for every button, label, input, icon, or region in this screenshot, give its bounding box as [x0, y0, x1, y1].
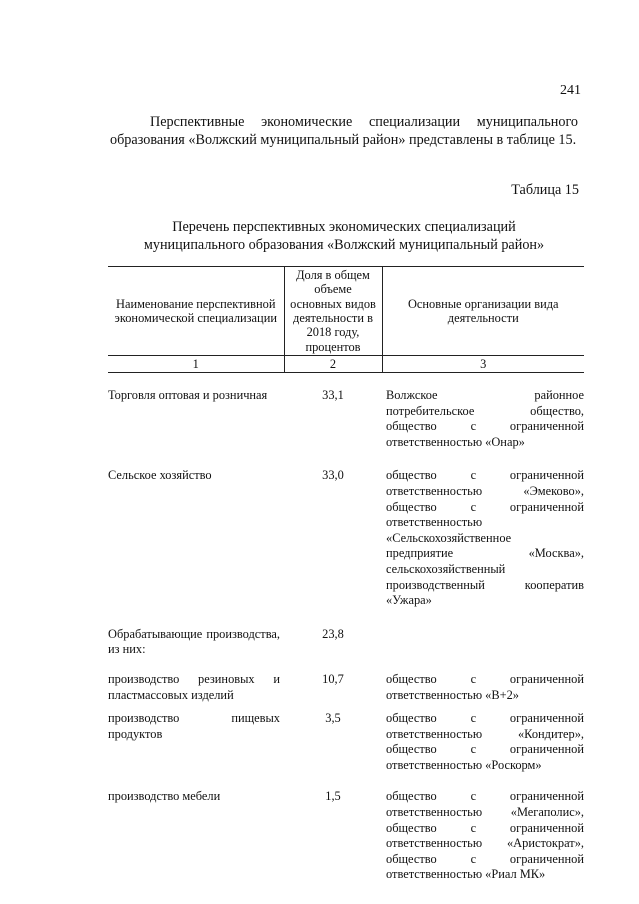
share-value: 3,5: [325, 711, 341, 726]
column-number-1: 1: [108, 356, 284, 373]
table-row: [108, 773, 584, 883]
organization-line: сельскохозяйственный: [386, 561, 506, 576]
specialization-name: производство мебели: [108, 789, 221, 804]
organizations-list: [382, 609, 584, 658]
organizations-list: [382, 703, 584, 773]
organization-line: общество с ограниченной: [386, 499, 584, 514]
organizations-list: [382, 450, 584, 608]
organization-line: ответственностью «Риал МК»: [386, 867, 546, 882]
share-value: 33,1: [322, 388, 344, 402]
column-number-2: 2: [284, 356, 382, 373]
table-row: [108, 658, 584, 703]
organization-line: общество с ограниченной: [386, 711, 584, 726]
header-organizations: Основные организации вида деятельности: [382, 267, 584, 356]
column-number-3: 3: [382, 356, 584, 373]
organizations-list: [382, 373, 584, 451]
specialization-name: Торговля оптовая и розничная: [108, 388, 268, 402]
table-row: [108, 373, 584, 451]
organization-line: общество с ограниченной: [386, 851, 584, 866]
organization-line: ответственностью «Аристократ»,: [386, 836, 584, 851]
specialization-name: производство резиновых и пластмассовых изделий: [108, 671, 280, 702]
specializations-table: [108, 266, 584, 883]
specialization-name: Сельское хозяйство: [108, 468, 212, 483]
organization-line: предприятие «Москва»,: [386, 546, 584, 561]
organization-line: общество с ограниченной: [386, 671, 584, 686]
table-row: [108, 450, 584, 608]
organization-line: ответственностью «Эмеково»,: [386, 483, 584, 498]
organization-line: ответственностью «В+2»: [386, 687, 520, 702]
organization-line: потребительское общество,: [386, 403, 584, 418]
organization-line: общество с ограниченной: [386, 820, 584, 835]
organization-line: общество с ограниченной: [386, 419, 584, 434]
organization-line: ответственностью: [386, 515, 483, 530]
share-value: 23,8: [322, 626, 344, 641]
table-body: [108, 373, 584, 884]
organization-line: «Ужара»: [386, 593, 432, 608]
table-row: [108, 703, 584, 773]
organization-line: производственный кооператив: [386, 577, 584, 592]
organization-line: ответственностью «Онар»: [386, 434, 525, 449]
specialization-name: производство пищевых продуктов: [108, 711, 280, 741]
share-value: 1,5: [325, 789, 341, 804]
table-title-line-1: Перечень перспективных экономических специализаций: [172, 219, 516, 235]
organizations-list: [382, 773, 584, 883]
share-value: 10,7: [322, 671, 344, 686]
organization-line: ответственностью «Роскорм»: [386, 757, 542, 772]
organization-line: общество с ограниченной: [386, 789, 584, 804]
header-specialization: Наименование перспективной экономической специализации: [108, 267, 284, 356]
organizations-list: [382, 658, 584, 703]
column-number-row: [108, 356, 584, 373]
organization-line: ответственностью «Кондитер»,: [386, 726, 584, 741]
organization-line: ответственностью «Мегаполис»,: [386, 805, 584, 820]
organization-line: Волжское районное: [386, 388, 584, 402]
table-title-line-2: муниципального образования «Волжский муниципальный район»: [143, 237, 545, 253]
table-label: Таблица 15: [511, 182, 579, 198]
table-row: [108, 609, 584, 658]
organization-line: общество с ограниченной: [386, 468, 584, 483]
specialization-name: Обрабатывающие производства, из них:: [108, 626, 280, 657]
page-number: 241: [560, 83, 581, 98]
organization-line: «Сельскохозяйственное: [386, 530, 512, 545]
table-title: [110, 218, 578, 254]
header-share: Доля в общем объеме основных видов деятельности в 2018 году, процентов: [284, 267, 382, 356]
organization-line: общество с ограниченной: [386, 742, 584, 757]
table-header-row: [108, 267, 584, 356]
share-value: 33,0: [322, 468, 344, 483]
intro-paragraph: Перспективные экономические специализации муниципального образования «Волжский муниципальный район» представлены в таблице 15.: [110, 114, 578, 148]
